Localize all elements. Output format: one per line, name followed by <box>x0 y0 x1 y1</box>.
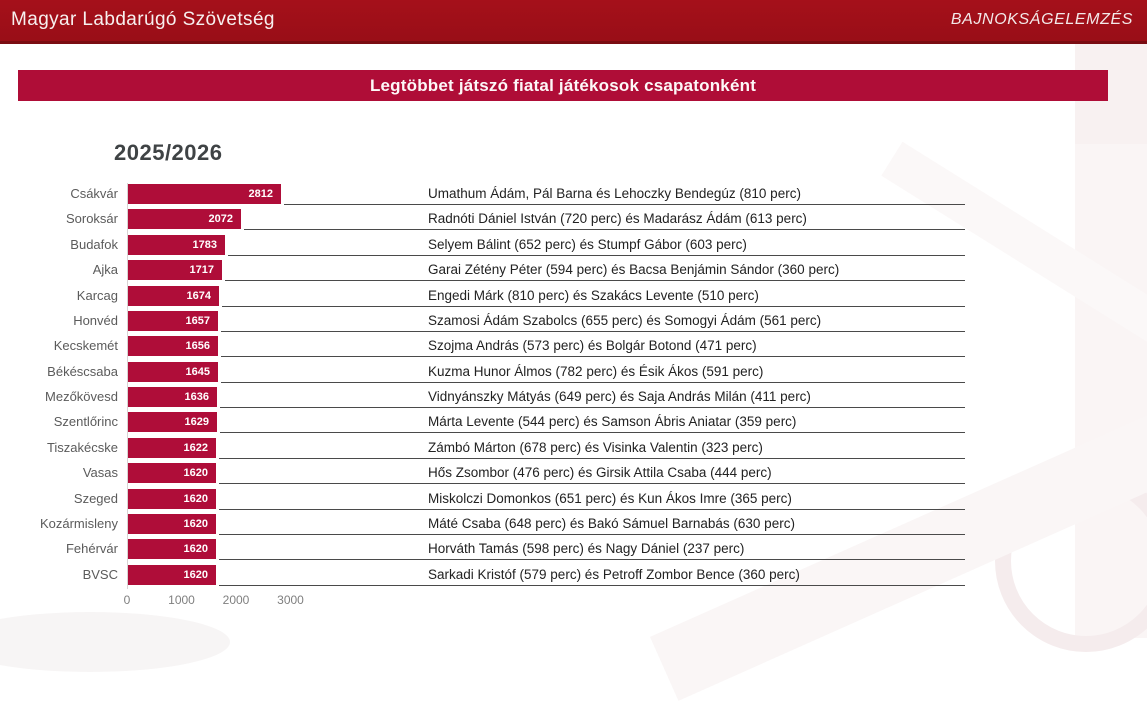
team-label: Csákvár <box>70 186 118 201</box>
player-annotation: Radnóti Dániel István (720 perc) és Madarász Ádám (613 perc) <box>428 211 807 227</box>
table-row <box>0 437 1040 462</box>
x-axis-tick-label: 1000 <box>168 593 195 607</box>
table-row <box>0 234 1040 259</box>
value-bar <box>128 514 216 534</box>
bar-value-label: 2072 <box>208 213 233 226</box>
player-annotation: Vidnyánszky Mátyás (649 perc) és Saja András Milán (411 perc) <box>428 389 811 405</box>
row-separator-line <box>219 483 965 484</box>
bar-value-label: 1629 <box>184 416 209 429</box>
table-row <box>0 183 1040 208</box>
table-row <box>0 538 1040 563</box>
season-label: 2025/2026 <box>114 140 223 165</box>
team-label: Mezőkövesd <box>45 389 118 405</box>
x-axis-tick-label: 2000 <box>222 593 250 607</box>
table-row <box>0 361 1040 386</box>
player-annotation: Garai Zétény Péter (594 perc) és Bacsa Benjámin Sándor (360 perc) <box>428 262 840 278</box>
team-label: Békéscsaba <box>47 363 118 379</box>
bar-value-label: 1783 <box>192 238 217 251</box>
row-separator-line <box>219 534 965 535</box>
player-annotation: Kuzma Hunor Álmos (782 perc) és Ésik Ákos (591 perc) <box>428 363 764 379</box>
row-separator-line <box>228 255 965 256</box>
player-annotation: Selyem Bálint (652 perc) és Stumpf Gábor (603 perc) <box>428 236 747 252</box>
team-label: Kozármisleny <box>39 515 118 531</box>
player-annotation: Szamosi Ádám Szabolcs (655 perc) és Somogyi Ádám (561 perc) <box>428 312 822 328</box>
player-annotation: Szojma András (573 perc) és Bolgár Botond (471 perc) <box>428 338 757 354</box>
table-row <box>0 462 1040 487</box>
value-bar <box>128 362 218 382</box>
value-bar <box>128 184 281 204</box>
row-separator-line <box>219 585 965 586</box>
player-annotation: Hős Zsombor (476 perc) és Girsik Attila Csaba (444 perc) <box>428 465 772 481</box>
row-separator-line <box>244 229 965 230</box>
table-row <box>0 564 1040 589</box>
bar-value-label: 2812 <box>248 188 273 200</box>
page-title-banner <box>18 70 1108 101</box>
player-annotation: Umathum Ádám, Pál Barna és Lehoczky Bendegúz (810 perc) <box>428 186 801 201</box>
value-bar <box>128 336 218 356</box>
row-separator-line <box>219 509 965 510</box>
row-separator-line <box>219 559 965 560</box>
value-bar <box>128 235 225 255</box>
player-annotation: Engedi Márk (810 perc) és Szakács Levente (510 perc) <box>428 287 759 303</box>
row-separator-line <box>221 356 965 357</box>
table-row <box>0 259 1040 284</box>
row-separator-line <box>284 204 965 205</box>
team-label: Karcag <box>76 287 118 303</box>
bar-chart <box>0 183 1147 623</box>
table-row <box>0 208 1040 233</box>
section-title: BAJNOKSÁGELEMZÉS <box>950 11 1133 28</box>
player-annotation: Horváth Tamás (598 perc) és Nagy Dániel (237 perc) <box>428 541 745 557</box>
player-annotation: Miskolczi Domonkos (651 perc) és Kun Ákos Imre (365 perc) <box>428 490 792 506</box>
value-bar <box>128 539 216 559</box>
team-label: Szentlőrinc <box>53 414 118 430</box>
team-label: Tiszakécske <box>46 439 118 455</box>
x-axis-tick-label: 3000 <box>277 593 304 607</box>
x-axis-ticks <box>0 593 600 613</box>
x-axis-tick-label: 0 <box>123 593 131 607</box>
value-bar <box>128 412 217 432</box>
row-separator-line <box>221 382 965 383</box>
value-bar <box>128 489 216 509</box>
team-label: Kecskemét <box>53 338 118 354</box>
table-row <box>0 386 1040 411</box>
row-separator-line <box>222 306 965 307</box>
page-title: Legtöbbet játszó fiatal játékosok csapatonként <box>369 75 757 95</box>
row-separator-line <box>219 458 965 459</box>
table-row <box>0 285 1040 310</box>
bar-value-label: 1657 <box>185 314 210 327</box>
value-bar <box>128 311 218 331</box>
bar-value-label: 1674 <box>186 289 211 302</box>
team-label: Ajka <box>92 262 118 278</box>
table-row <box>0 513 1040 538</box>
bar-value-label: 1620 <box>183 492 208 505</box>
team-label: Vasas <box>82 465 118 481</box>
app-header <box>0 0 1147 44</box>
bar-value-label: 1620 <box>183 467 208 480</box>
value-bar <box>128 565 216 585</box>
row-separator-line <box>220 407 965 408</box>
value-bar <box>128 286 219 306</box>
value-bar <box>128 209 241 229</box>
bar-value-label: 1620 <box>183 543 208 556</box>
team-label: Budafok <box>70 236 118 252</box>
organization-title: Magyar Labdarúgó Szövetség <box>11 9 275 30</box>
bar-value-label: 1656 <box>185 340 210 353</box>
player-annotation: Zámbó Márton (678 perc) és Visinka Valentin (323 perc) <box>428 439 763 455</box>
table-row <box>0 335 1040 360</box>
bar-value-label: 1645 <box>185 365 210 378</box>
bar-value-label: 1620 <box>183 517 208 530</box>
team-label: Szeged <box>73 490 118 506</box>
team-label: BVSC <box>82 566 118 582</box>
player-annotation: Márta Levente (544 perc) és Samson Ábris Aniatar (359 perc) <box>428 414 797 430</box>
row-separator-line <box>220 432 965 433</box>
team-label: Fehérvár <box>65 541 118 557</box>
bar-value-label: 1717 <box>189 264 214 277</box>
value-bar <box>128 387 217 407</box>
value-bar <box>128 438 216 458</box>
player-annotation: Sarkadi Kristóf (579 perc) és Petroff Zombor Bence (360 perc) <box>428 566 800 582</box>
team-label: Soroksár <box>65 211 118 227</box>
bar-value-label: 1620 <box>183 568 208 581</box>
value-bar <box>128 260 222 280</box>
bar-value-label: 1622 <box>183 441 208 454</box>
table-row <box>0 411 1040 436</box>
team-label: Honvéd <box>73 312 118 328</box>
table-row <box>0 310 1040 335</box>
row-separator-line <box>221 331 965 332</box>
player-annotation: Máté Csaba (648 perc) és Bakó Sámuel Barnabás (630 perc) <box>428 515 795 531</box>
value-bar <box>128 463 216 483</box>
table-row <box>0 488 1040 513</box>
row-separator-line <box>225 280 965 281</box>
bar-value-label: 1636 <box>184 391 209 404</box>
